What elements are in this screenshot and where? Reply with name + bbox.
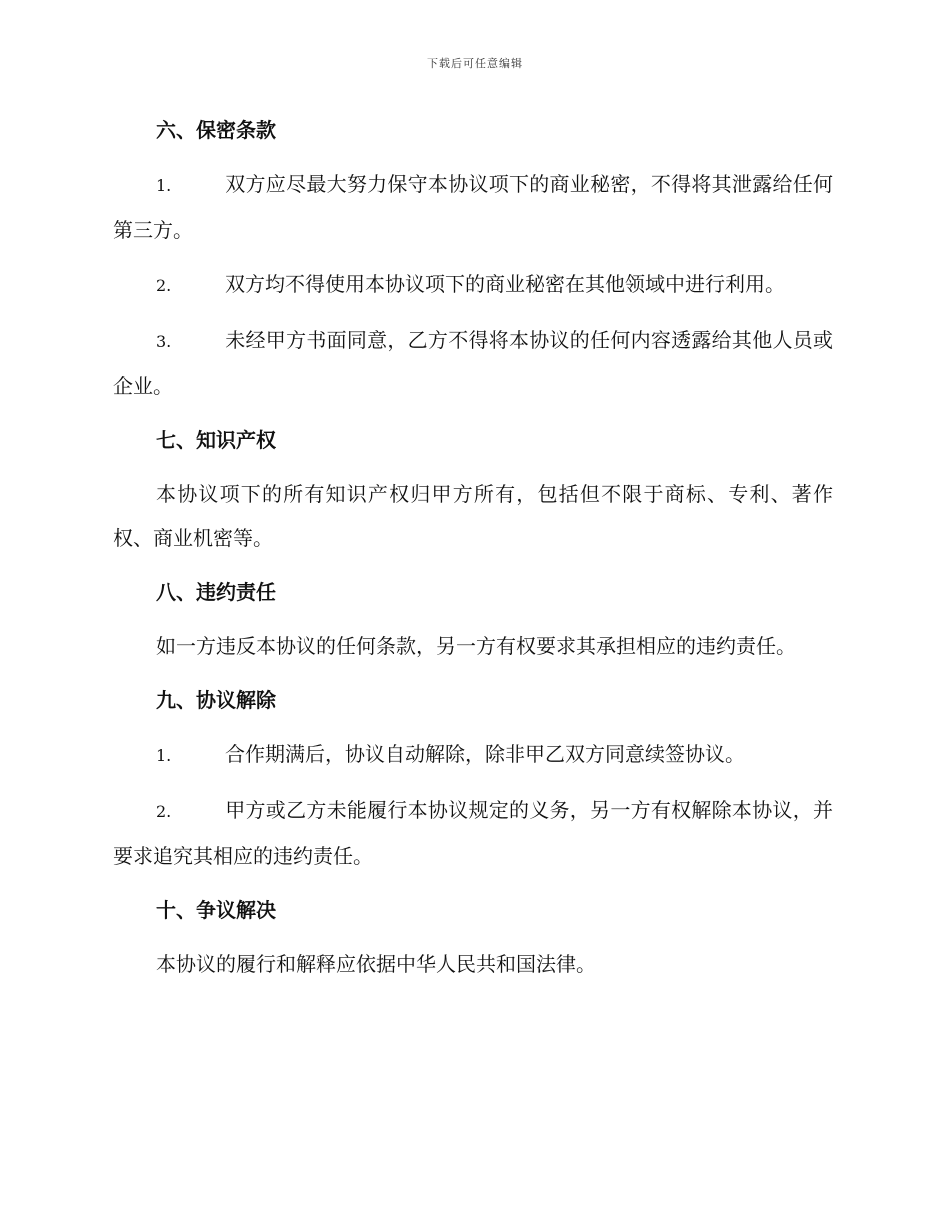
section-heading-dispute: 十、争议解决 (156, 898, 276, 922)
clause-number: 2. (156, 802, 172, 821)
clause-item (113, 262, 833, 308)
clause-number: 2. (156, 276, 172, 295)
clause-number: 1. (156, 176, 172, 195)
clause-item (113, 732, 833, 778)
clause-number: 3. (156, 332, 172, 351)
section-heading-liability: 八、违约责任 (156, 580, 276, 604)
header-note: 下载后可任意编辑 (427, 57, 523, 70)
section-heading-ip: 七、知识产权 (156, 428, 276, 452)
section-paragraph: 如一方违反本协议的任何条款，另一方有权要求其承担相应的违约责任。 (156, 634, 796, 658)
document-body (113, 108, 833, 996)
section-paragraph: 本协议项下的所有知识产权归甲方所有，包括但不限于商标、专利、著作权、商业机密等。 (113, 482, 833, 550)
clause-item (113, 162, 833, 252)
clause-text: 双方应尽最大努力保守本协议项下的商业秘密，不得将其泄露给任何第三方。 (113, 172, 833, 242)
section-heading-termination: 九、协议解除 (156, 688, 276, 712)
clause-item (113, 318, 833, 408)
section-paragraph: 本协议的履行和解释应依据中华人民共和国法律。 (156, 952, 596, 976)
clause-text: 双方均不得使用本协议项下的商业秘密在其他领域中进行利用。 (225, 272, 785, 296)
clause-text: 合作期满后，协议自动解除，除非甲乙双方同意续签协议。 (225, 742, 745, 766)
clause-text: 甲方或乙方未能履行本协议规定的义务，另一方有权解除本协议，并要求追究其相应的违约责任。 (113, 798, 833, 868)
clause-item (113, 788, 833, 878)
clause-number: 1. (156, 746, 172, 765)
clause-text: 未经甲方书面同意，乙方不得将本协议的任何内容透露给其他人员或企业。 (113, 328, 833, 398)
section-heading-confidentiality: 六、保密条款 (156, 118, 276, 142)
